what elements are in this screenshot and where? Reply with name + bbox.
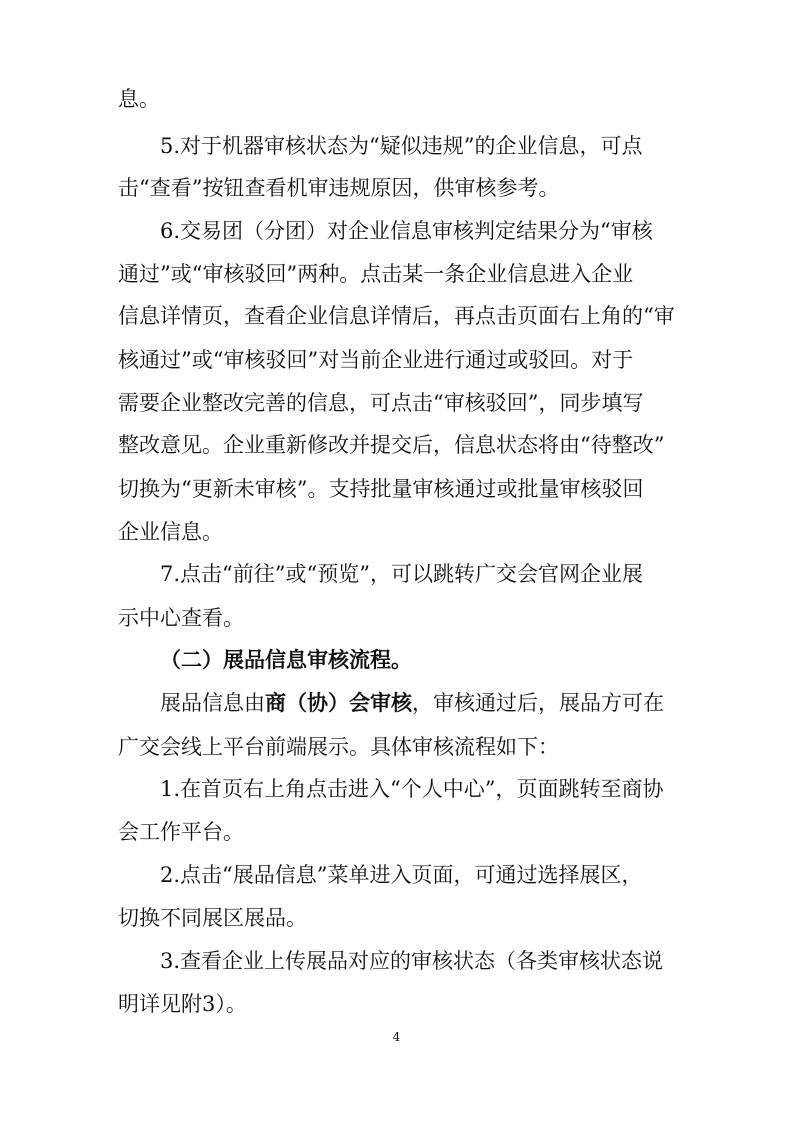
text-line: 7.点击“前往”或“预览”，可以跳转广交会官网企业展 <box>160 562 643 586</box>
text-line: 通过”或“审核驳回”两种。点击某一条企业信息进入企业 <box>118 262 634 286</box>
text-line: 2.点击“展品信息”菜单进入页面，可通过选择展区， <box>160 863 643 887</box>
text-line: 会工作平台。 <box>118 820 244 844</box>
text-run: 展品信息由 <box>160 691 265 715</box>
text-line: 广交会线上平台前端展示。具体审核流程如下： <box>118 735 559 759</box>
text-line: 5.对于机器审核状态为“疑似违规”的企业信息，可点 <box>160 134 643 158</box>
text-line: 明详见附3）。 <box>118 992 247 1016</box>
text-line: 击“查看”按钮查看机审违规原因，供审核参考。 <box>118 176 560 200</box>
text-line: 切换为“更新未审核”。支持批量审核通过或批量审核驳回 <box>118 477 644 501</box>
emphasis-text: 商（协）会审核 <box>265 690 412 715</box>
text-line: 示中心查看。 <box>118 606 244 630</box>
text-line: 1.在首页右上角点击进入“个人中心”，页面跳转至商协 <box>160 777 664 801</box>
text-line: 核通过”或“审核驳回”对当前企业进行通过或驳回。对于 <box>118 348 634 372</box>
text-line: 整改意见。企业重新修改并提交后，信息状态将由“待整改” <box>118 433 665 457</box>
text-run: ，审核通过后，展品方可在 <box>412 691 664 715</box>
text-line: 需要企业整改完善的信息，可点击“审核驳回”，同步填写 <box>118 391 644 415</box>
text-line: 息。 <box>118 87 160 111</box>
text-line: 企业信息。 <box>118 520 223 544</box>
text-line <box>160 691 664 715</box>
text-line: 信息详情页，查看企业信息详情后，再点击页面右上角的“审 <box>118 304 675 328</box>
text-line: 切换不同展区展品。 <box>118 906 307 930</box>
text-line: 3.查看企业上传展品对应的审核状态（各类审核状态说 <box>160 949 664 973</box>
text-line: 6.交易团（分团）对企业信息审核判定结果分为“审核 <box>160 219 653 243</box>
page-number: 4 <box>392 1030 401 1044</box>
section-heading: （二）展品信息审核流程。 <box>160 647 412 672</box>
